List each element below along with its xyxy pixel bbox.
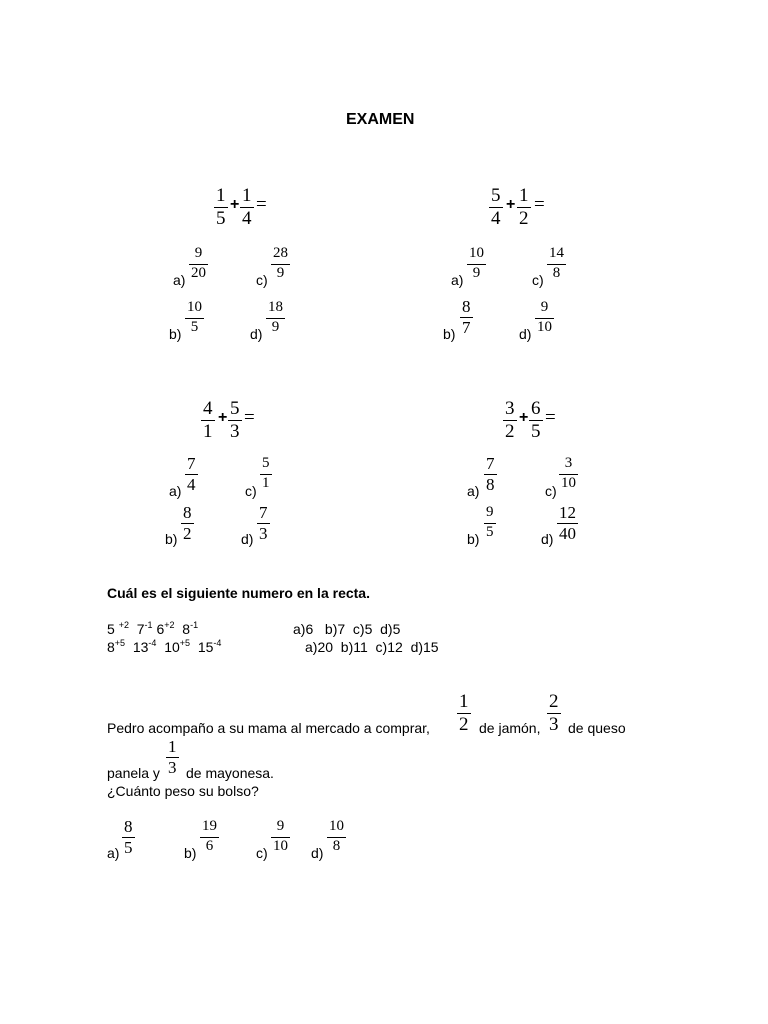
option-label: c) [256,272,268,288]
option-label: a) [451,272,464,288]
option-label: c) [545,483,557,499]
numerator: 1 [519,185,529,206]
problem-3-rhs-fraction [228,399,242,441]
denominator: 5 [124,838,133,857]
plus-sign: + [506,196,516,213]
denominator: 8 [486,475,495,494]
option-a-fraction [467,246,486,281]
option-label: c) [245,483,257,499]
option-b-fraction [460,298,473,336]
numerator: 4 [203,398,213,419]
sequence-row-1 [107,621,198,637]
equals-sign: = [244,407,255,428]
problem-3-lhs-fraction [201,399,215,441]
option-label: d) [541,531,554,547]
plus-sign: + [519,409,529,426]
answer-b-fraction [200,819,219,854]
option-b-fraction [185,300,204,335]
problem-1-rhs-fraction [240,186,254,228]
option-c-fraction [559,456,578,491]
option-b-fraction [181,504,194,542]
denominator: 2 [519,208,529,229]
numerator: 5 [262,455,270,471]
sequence-term: $6^{+2}$ [156,620,175,637]
sequence-term: $8^{-1}$ [182,620,199,637]
option-label: b) [184,845,197,861]
denominator: 1 [262,475,270,491]
denominator: 40 [559,524,576,543]
numerator: 19 [202,818,217,834]
denominator: 4 [187,475,196,494]
denominator: 3 [230,421,240,442]
one-third-fraction [166,738,179,776]
numerator: 9 [540,299,549,315]
denominator: 3 [168,758,177,777]
numerator: 7 [486,454,495,473]
denominator: 5 [216,208,226,229]
numerator: 8 [462,297,471,316]
denominator: 4 [242,208,252,229]
option-c-fraction [547,246,566,281]
numerator: 10 [469,245,484,261]
denominator: 9 [276,265,285,281]
sequence-term: $15^{-4}$ [197,638,222,655]
numerator: 1 [242,185,252,206]
denominator: 10 [537,319,552,335]
sequence-heading: Cuál es el siguiente numero en la recta. [107,585,370,601]
denominator: 2 [459,714,469,735]
denominator: 5 [486,524,494,540]
option-label: c) [532,272,544,288]
numerator: 1 [459,691,469,712]
page-title: EXAMEN [346,111,415,128]
option-label: a) [467,483,480,499]
denominator: 3 [549,714,559,735]
numerator: 3 [505,398,515,419]
option-a-fraction [484,455,497,493]
problem-2-lhs-fraction [489,186,503,228]
option-label: a) [107,845,120,861]
numerator: 6 [531,398,541,419]
plus-sign: + [218,409,228,426]
numerator: 18 [268,299,283,315]
word-problem-text: Pedro acompaño a su mama al mercado a comprar, [107,720,430,736]
option-d-fraction [266,300,285,335]
numerator: 9 [194,245,203,261]
denominator: 5 [190,319,199,335]
option-c-fraction [271,246,290,281]
sequence-term: $13^{-4}$ [132,638,157,655]
sequence-row-2 [107,639,221,655]
denominator: 9 [472,265,481,281]
numerator: 2 [549,691,559,712]
numerator: 7 [259,503,268,522]
answer-a-fraction [122,818,135,856]
denominator: 20 [191,265,206,281]
equals-sign: = [256,194,267,215]
answer-c-fraction [271,819,290,854]
option-a-fraction [189,246,208,281]
sequence-term: $7^{-1}$ [136,620,153,637]
problem-2-rhs-fraction [517,186,531,228]
numerator: 28 [273,245,288,261]
numerator: 10 [329,818,344,834]
option-c-fraction [260,456,272,491]
denominator: 5 [531,421,541,442]
option-d-fraction [257,504,270,542]
option-label: b) [165,531,178,547]
word-problem-text: de queso [568,720,626,736]
numerator: 8 [124,817,133,836]
denominator: 6 [205,838,214,854]
numerator: 9 [276,818,285,834]
half-fraction [457,692,471,734]
numerator: 8 [183,503,192,522]
option-label: c) [256,845,268,861]
option-label: a) [169,483,182,499]
sequence-row-2-answers: a)20 b)11 c)12 d)15 [305,639,439,655]
numerator: 12 [559,503,576,522]
option-label: a) [173,272,186,288]
sequence-row-1-answers: a)6 b)7 c)5 d)5 [293,621,401,637]
denominator: 8 [332,838,341,854]
sequence-term: 5 $^{+2}$ [107,620,129,637]
denominator: 1 [203,421,213,442]
denominator: 10 [273,838,288,854]
plus-sign: + [230,196,240,213]
word-problem-question: ¿Cuánto peso su bolso? [107,783,259,799]
numerator: 1 [216,185,226,206]
problem-1-lhs-fraction [214,186,228,228]
numerator: 9 [486,504,494,520]
numerator: 3 [564,455,573,471]
numerator: 14 [549,245,564,261]
word-problem-text: panela y [107,765,160,781]
sequence-term: $10^{+5}$ [164,638,191,655]
word-problem-text: de mayonesa. [186,765,274,781]
answer-d-fraction [327,819,346,854]
option-d-fraction [557,504,578,542]
option-label: b) [467,531,480,547]
option-b-fraction [484,505,496,540]
option-label: d) [519,326,532,342]
numerator: 1 [168,737,177,756]
sequence-term: $8^{+5}$ [107,638,126,655]
denominator: 8 [552,265,561,281]
option-label: d) [311,845,324,861]
denominator: 2 [183,524,192,543]
option-label: d) [241,531,254,547]
numerator: 10 [187,299,202,315]
problem-4-rhs-fraction [529,399,543,441]
denominator: 4 [491,208,501,229]
denominator: 3 [259,524,268,543]
equals-sign: = [534,194,545,215]
option-d-fraction [535,300,554,335]
equals-sign: = [545,407,556,428]
denominator: 9 [271,319,280,335]
denominator: 10 [561,475,576,491]
option-label: d) [250,326,263,342]
numerator: 5 [491,185,501,206]
word-problem-text: de jamón, [479,720,541,736]
denominator: 2 [505,421,515,442]
option-label: b) [443,326,456,342]
option-label: b) [169,326,182,342]
problem-4-lhs-fraction [503,399,517,441]
two-thirds-fraction [547,692,561,734]
numerator: 5 [230,398,240,419]
denominator: 7 [462,318,471,337]
option-a-fraction [185,455,198,493]
numerator: 7 [187,454,196,473]
